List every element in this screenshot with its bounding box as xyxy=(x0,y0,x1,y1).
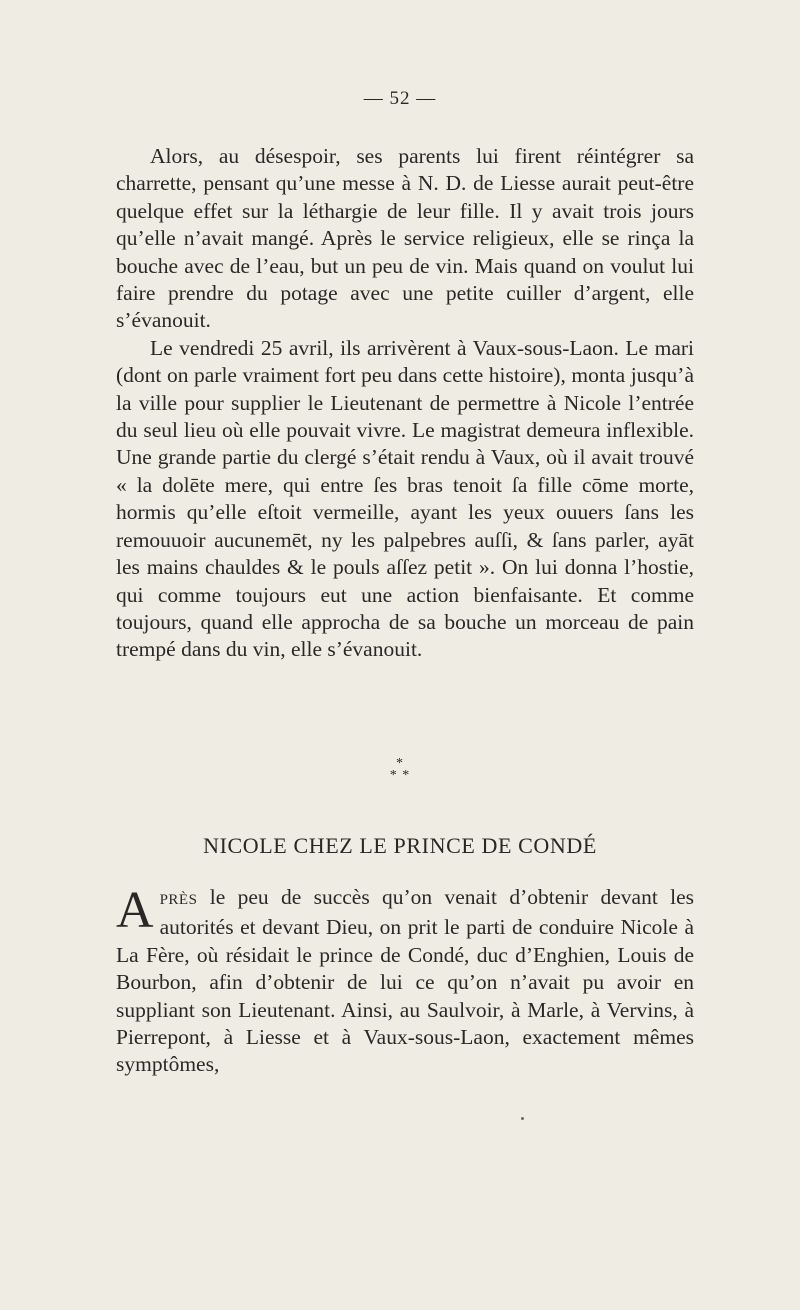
small-caps-word: PRÈS xyxy=(159,892,198,908)
chapter-title: NICOLE CHEZ LE PRINCE DE CONDÉ xyxy=(203,833,597,858)
page-number: — 52 — xyxy=(363,88,437,109)
body-text xyxy=(116,143,694,664)
paragraph: Le vendredi 25 avril, ils arrivèrent à Vaux-sous-Laon. Le mari (dont on parle vraiment fort peu dans cette histoire), monta jusqu’à la ville pour supplier le Lieutenant de permettre à Nicole l’entrée du seul lieu où elle pouvait vivre. Le magistrat demeura inflexible. Une grande partie du clergé s’était rendu à Vaux, où il avait trouvé « la dolēte mere, qui entre ſes bras tenoit ſa fille cōme morte, hormis qu’elle eſtoit vermeille, ayant les yeux ouuers ſans les remouuoir aucunemēt, ny les palpebres auſſi, & ſans parler, ayāt les mains chauldes & le pouls aſſez petit ». On lui donna l’hostie, qui comme toujours eut une action bienfaisante. Et comme toujours, quand elle approcha de sa bouche un morceau de pain trempé dans du vin, elle s’évanouit. xyxy=(116,335,694,662)
drop-cap: A xyxy=(116,882,154,939)
chapter-paragraph-text: le peu de succès qu’on venait d’obtenir devant les autorités et devant Dieu, on prit le parti de conduire Nicole à La Fère, où résidait le prince de Condé, duc d’Enghien, Louis de Bourbon, afin d’obtenir de lui ce qu’on n’avait pu avoir en suppliant son Lieutenant. Ainsi, au Saulvoir, à Marle, à Vervins, à Pierrepont, à Liesse et à Vaux-sous-Laon, exactement mêmes symptômes, xyxy=(116,885,694,1077)
paragraph: Alors, au désespoir, ses parents lui firent réintégrer sa charrette, pensant qu’une messe à N. D. de Liesse aurait peut-être quelque effet sur la léthargie de leur fille. Il y avait trois jours qu’elle n’avait mangé. Après le service religieux, elle se rinça la bouche avec de l’eau, but un peu de vin. Mais quand on voulut lui faire prendre du potage avec une petite cuiller d’argent, elle s’évanouit. xyxy=(116,144,694,333)
section-separator xyxy=(0,758,800,782)
chapter-text xyxy=(116,884,694,1079)
chapter-paragraph xyxy=(116,884,694,1079)
asterism-bottom: * * xyxy=(389,768,411,783)
ink-speck xyxy=(521,1117,524,1120)
asterism-top: * xyxy=(396,756,404,771)
